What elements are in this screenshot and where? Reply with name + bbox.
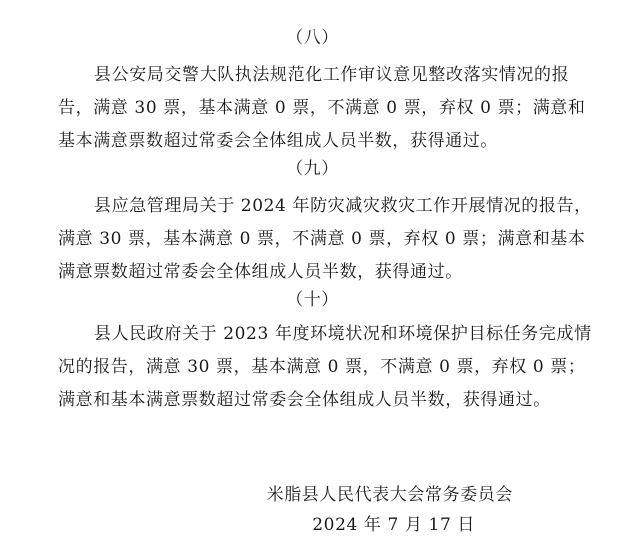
section-9-line-1: 县应急管理局关于 2024 年防灾减灾救灾工作开展情况的报告， bbox=[94, 196, 592, 216]
signature-date: 2024 年 7 月 17 日 bbox=[312, 515, 475, 535]
section-10-line-2: 况的报告，满意 30 票，基本满意 0 票，不满意 0 票，弃权 0 票； bbox=[58, 357, 586, 377]
section-10-line-3: 满意和基本满意票数超过常委会全体组成人员半数，获得通过。 bbox=[58, 390, 551, 410]
signature-organization: 米脂县人民代表大会常务委员会 bbox=[266, 485, 513, 505]
section-heading-8: （八） bbox=[286, 28, 339, 48]
section-10-line-1: 县人民政府关于 2023 年度环境状况和环境保护目标任务完成情 bbox=[94, 324, 592, 344]
section-9-line-2: 满意 30 票，基本满意 0 票，不满意 0 票，弃权 0 票；满意和基本 bbox=[58, 229, 586, 249]
section-9-line-3: 满意票数超过常委会全体组成人员半数，获得通过。 bbox=[58, 262, 463, 282]
section-8-line-1: 县公安局交警大队执法规范化工作审议意见整改落实情况的报 bbox=[94, 65, 570, 85]
section-8-line-2: 告，满意 30 票，基本满意 0 票，不满意 0 票，弃权 0 票；满意和 bbox=[58, 98, 586, 118]
section-8-line-3: 基本满意票数超过常委会全体组成人员半数，获得通过。 bbox=[58, 131, 498, 151]
section-heading-9: （九） bbox=[286, 159, 339, 179]
section-heading-10: （十） bbox=[286, 290, 339, 310]
